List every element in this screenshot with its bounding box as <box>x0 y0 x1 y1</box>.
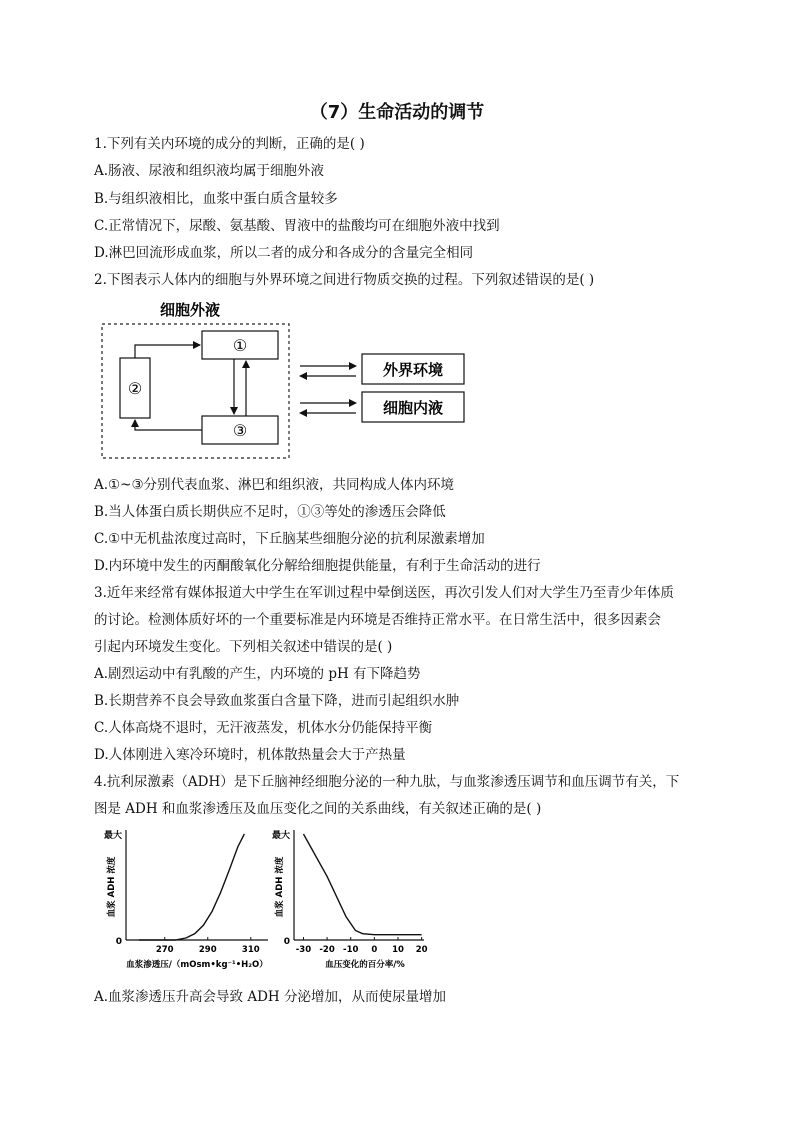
box-3 <box>202 416 278 444</box>
box-2-label: ② <box>127 379 143 398</box>
y-tick-label-zero: 0 <box>283 937 290 947</box>
series-line-0 <box>303 834 421 935</box>
intracellular-fluid-label: 细胞内液 <box>382 399 444 417</box>
q2-stem: 2.下图表示人体内的细胞与外界环境之间进行物质交换的过程。下列叙述错误的是( ) <box>94 272 595 288</box>
external-environment-box <box>362 354 464 384</box>
intracellular-fluid-box <box>362 392 464 422</box>
adh-vs-blood-pressure-chart <box>268 828 428 980</box>
q2-option-d: D.内环境中发生的丙酮酸氧化分解给细胞提供能量，有利于生命活动的进行 <box>94 558 541 574</box>
x-tick-label: -10 <box>343 945 359 955</box>
x-tick-label: 270 <box>155 945 174 955</box>
q3-option-d: D.人体刚进入寒冷环境时，机体散热量会大于产热量 <box>94 747 406 763</box>
adh-vs-osmolality-chart <box>92 828 270 980</box>
box-1 <box>202 331 278 359</box>
q2-option-b: B.当人体蛋白质长期供应不足时，①③等处的渗透压会降低 <box>94 504 446 520</box>
x-tick-label: 20 <box>415 945 428 955</box>
q4-option-a: A.血浆渗透压升高会导致 ADH 分泌增加，从而使尿量增加 <box>94 989 446 1005</box>
q4-stem-line-2: 图是 ADH 和血浆渗透压及血压变化之间的关系曲线，有关叙述正确的是( ) <box>94 801 542 817</box>
y-tick-label-max: 最大 <box>103 831 122 841</box>
series-line-0 <box>139 834 244 940</box>
y-axis-label: 血浆 ADH 浓度 <box>275 856 285 918</box>
arrow-2-to-1 <box>135 345 200 358</box>
q3-option-b: B.长期营养不良会导致血浆蛋白含量下降，进而引起组织水肿 <box>94 693 460 709</box>
q1-stem: 1.下列有关内环境的成分的判断，正确的是( ) <box>94 136 365 152</box>
q3-stem-line-2: 的讨论。检测体质好坏的一个重要标准是内环境是否维持正常水平。在日常生活中，很多因素会 <box>94 612 661 628</box>
q3-stem-line-3: 引起内环境发生变化。下列相关叙述中错误的是( ) <box>94 639 393 655</box>
x-tick-label: 310 <box>241 945 260 955</box>
q1-option-d: D.淋巴回流形成血浆，所以二者的成分和各成分的含量完全相同 <box>94 245 474 261</box>
q3-option-a: A.剧烈运动中有乳酸的产生，内环境的 pH 有下降趋势 <box>94 666 421 682</box>
q2-option-a: A.①~③分别代表血浆、淋巴和组织液，共同构成人体内环境 <box>94 477 455 493</box>
y-tick-label-zero: 0 <box>115 937 122 947</box>
q1-option-a: A.肠液、尿液和组织液均属于细胞外液 <box>94 163 325 179</box>
q1-option-c: C.正常情况下，尿酸、氨基酸、胃液中的盐酸均可在细胞外液中找到 <box>94 218 500 234</box>
extracellular-fluid-label: 细胞外液 <box>160 301 221 319</box>
q3-option-c: C.人体高烧不退时，无汗液蒸发，机体水分仍能保持平衡 <box>94 720 433 736</box>
x-tick-label: -20 <box>319 945 335 955</box>
page-title: （7）生命活动的调节 <box>309 102 485 123</box>
q2-option-c: C.①中无机盐浓度过高时，下丘脑某些细胞分泌的抗利尿激素增加 <box>94 531 485 547</box>
q4-stem-line-1: 4.抗利尿激素（ADH）是下丘脑神经细胞分泌的一种九肽，与血浆渗透压调节和血压调节有关，下 <box>94 774 680 790</box>
x-tick-label: -30 <box>295 945 312 955</box>
q3-stem-line-1: 3.近年来经常有媒体报道大中学生在军训过程中晕倒送医，再次引发人们对大学生乃至青少年体质 <box>94 585 674 601</box>
external-environment-label: 外界环境 <box>382 361 444 379</box>
x-tick-label: 290 <box>198 945 217 955</box>
q1-option-b: B.与组织液相比，血浆中蛋白质含量较多 <box>94 191 338 207</box>
x-axis-label: 血压变化的百分率/% <box>325 960 405 970</box>
x-tick-label: 0 <box>371 945 378 955</box>
y-axis-label: 血浆 ADH 浓度 <box>107 856 117 918</box>
box-2 <box>120 358 150 418</box>
arrow-3-to-2 <box>135 420 202 430</box>
x-axis-label: 血浆渗透压/（mOsm•kg⁻¹•H₂O） <box>126 960 268 970</box>
box-1-label: ① <box>232 336 248 355</box>
exchange-diagram <box>94 296 474 462</box>
x-tick-label: 10 <box>392 945 404 955</box>
box-3-label: ③ <box>232 421 248 440</box>
y-tick-label-max: 最大 <box>271 831 290 841</box>
